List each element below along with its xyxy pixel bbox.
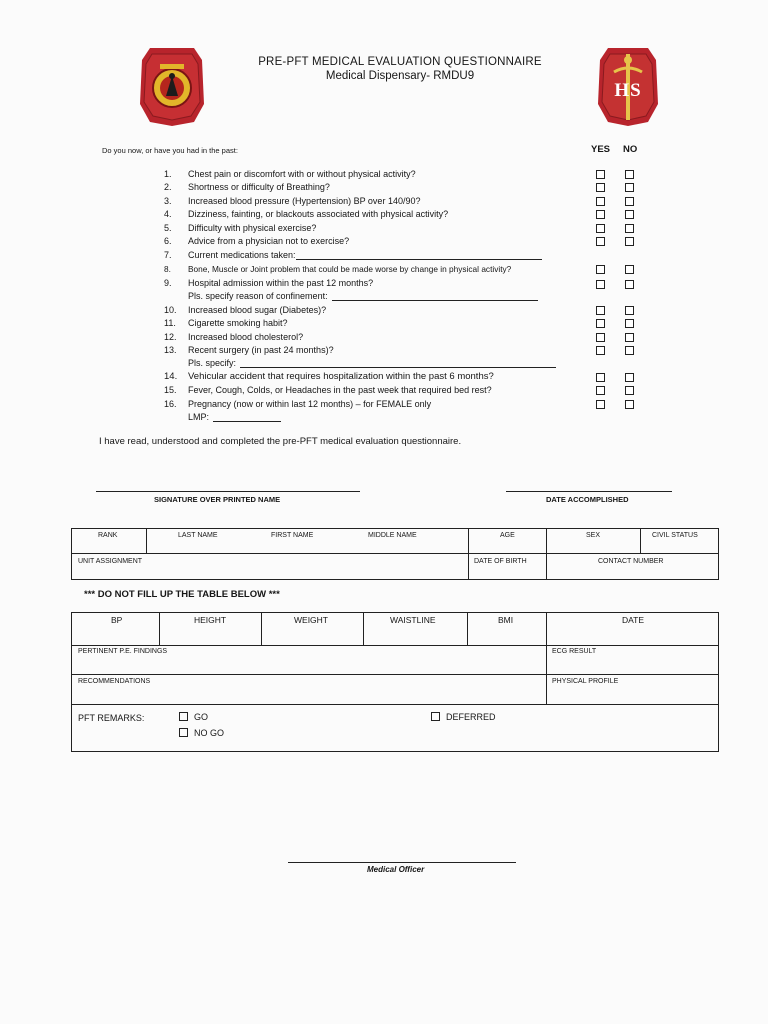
- surgery-specify: Pls. specify:: [188, 358, 556, 368]
- medical-officer-label: Medical Officer: [367, 865, 425, 874]
- no-checkbox[interactable]: [625, 183, 634, 192]
- middle-name-header: MIDDLE NAME: [368, 532, 417, 539]
- no-checkbox[interactable]: [625, 306, 634, 315]
- medications-line[interactable]: [296, 250, 542, 260]
- ecg-result-label: ECG RESULT: [552, 648, 597, 655]
- waistline-header: WAISTLINE: [390, 615, 436, 625]
- question-item: 1. Chest pain or discomfort with or without physical activity?: [164, 169, 416, 179]
- age-header: AGE: [500, 532, 515, 539]
- question-item: 14. Vehicular accident that requires hospitalization within the past 6 months?: [164, 371, 494, 382]
- table-divider: [159, 612, 160, 646]
- question-item: 15. Fever, Cough, Colds, or Headaches in the past week that required bed rest?: [164, 385, 492, 395]
- deferred-checkbox[interactable]: [431, 712, 440, 721]
- table-divider: [363, 612, 364, 646]
- bmi-header: BMI: [498, 615, 514, 625]
- question-item: 9. Hospital admission within the past 12 months?: [164, 278, 374, 288]
- rmdu-logo: [138, 44, 206, 128]
- question-item: 10. Increased blood sugar (Diabetes)?: [164, 305, 327, 315]
- table-divider: [261, 612, 262, 646]
- yes-checkbox[interactable]: [596, 400, 605, 409]
- date-of-birth-label: DATE OF BIRTH: [474, 558, 527, 565]
- no-checkbox[interactable]: [625, 386, 634, 395]
- question-item: 2. Shortness or difficulty of Breathing?: [164, 182, 330, 192]
- yes-checkbox[interactable]: [596, 170, 605, 179]
- table-divider: [546, 528, 547, 579]
- declaration-text: I have read, understood and completed the pre-PFT medical evaluation questionnaire.: [99, 436, 462, 447]
- no-checkbox[interactable]: [625, 346, 634, 355]
- no-checkbox[interactable]: [625, 319, 634, 328]
- yes-checkbox[interactable]: [596, 224, 605, 233]
- no-checkbox[interactable]: [625, 280, 634, 289]
- go-option[interactable]: GO: [179, 712, 208, 722]
- question-item: 3. Increased blood pressure (Hypertension) BP over 140/90?: [164, 196, 421, 206]
- rank-header: RANK: [98, 532, 118, 539]
- yes-checkbox[interactable]: [596, 210, 605, 219]
- no-checkbox[interactable]: [625, 373, 634, 382]
- pertinent-findings-label: PERTINENT P.E. FINDINGS: [78, 648, 168, 655]
- civil-status-header: CIVIL STATUS: [652, 532, 698, 539]
- question-item: 6. Advice from a physician not to exercise?: [164, 236, 350, 246]
- nogo-checkbox[interactable]: [179, 728, 188, 737]
- question-item: 16. Pregnancy (now or within last 12 months) – for FEMALE only: [164, 399, 432, 409]
- confinement-reason: Pls. specify reason of confinement:: [188, 291, 538, 301]
- no-checkbox[interactable]: [625, 224, 634, 233]
- confinement-line[interactable]: [332, 291, 538, 301]
- first-name-header: FIRST NAME: [271, 532, 314, 539]
- yes-checkbox[interactable]: [596, 373, 605, 382]
- no-checkbox[interactable]: [625, 197, 634, 206]
- table-divider: [640, 528, 641, 554]
- recommendations-label: RECOMMENDATIONS: [78, 678, 151, 685]
- deferred-option[interactable]: DEFERRED: [431, 712, 496, 722]
- questionnaire-intro: Do you now, or have you had in the past:: [102, 146, 238, 155]
- form-title: PRE-PFT MEDICAL EVALUATION QUESTIONNAIRE: [258, 56, 542, 68]
- table-divider: [146, 528, 147, 554]
- nogo-option[interactable]: NO GO: [179, 728, 224, 738]
- last-name-header: LAST NAME: [178, 532, 218, 539]
- date-header: DATE: [622, 615, 645, 625]
- contact-number-label: CONTACT NUMBER: [598, 558, 664, 565]
- no-checkbox[interactable]: [625, 333, 634, 342]
- weight-header: WEIGHT: [294, 615, 328, 625]
- height-header: HEIGHT: [194, 615, 227, 625]
- yes-checkbox[interactable]: [596, 333, 605, 342]
- yes-checkbox[interactable]: [596, 197, 605, 206]
- go-checkbox[interactable]: [179, 712, 188, 721]
- table-divider: [468, 528, 469, 579]
- logo-lettering: HS: [614, 80, 642, 101]
- sex-header: SEX: [586, 532, 601, 539]
- no-checkbox[interactable]: [625, 210, 634, 219]
- form-subtitle: Medical Dispensary- RMDU9: [325, 70, 475, 82]
- yes-checkbox[interactable]: [596, 346, 605, 355]
- question-item: 4. Dizziness, fainting, or blackouts associated with physical activity?: [164, 209, 449, 219]
- question-item: 8. Bone, Muscle or Joint problem that could be made worse by change in physical activity?: [164, 264, 512, 274]
- no-column-header: NO: [623, 144, 638, 155]
- pft-remarks-label: PFT REMARKS:: [78, 713, 145, 723]
- health-service-logo: [596, 44, 660, 128]
- no-checkbox[interactable]: [625, 265, 634, 274]
- yes-checkbox[interactable]: [596, 386, 605, 395]
- do-not-fill-notice: *** DO NOT FILL UP THE TABLE BELOW ***: [84, 589, 280, 600]
- table-divider: [71, 704, 719, 705]
- bp-header: BP: [111, 615, 123, 625]
- signature-line[interactable]: [96, 491, 360, 492]
- surgery-line[interactable]: [240, 358, 556, 368]
- lmp-line[interactable]: [213, 412, 281, 422]
- no-checkbox[interactable]: [625, 237, 634, 246]
- unit-assignment-label: UNIT ASSIGNMENT: [78, 558, 143, 565]
- yes-column-header: YES: [591, 144, 611, 155]
- table-divider: [467, 612, 468, 646]
- table-divider: [546, 612, 547, 705]
- yes-checkbox[interactable]: [596, 306, 605, 315]
- question-item: 5. Difficulty with physical exercise?: [164, 223, 317, 233]
- physical-profile-label: PHYSICAL PROFILE: [552, 678, 619, 685]
- signature-label: SIGNATURE OVER PRINTED NAME: [154, 495, 281, 504]
- yes-checkbox[interactable]: [596, 319, 605, 328]
- question-item: 11. Cigarette smoking habit?: [164, 318, 288, 328]
- question-item: 12. Increased blood cholesterol?: [164, 332, 304, 342]
- official-use-table: [71, 612, 719, 752]
- question-item: 7. Current medications taken:: [164, 250, 542, 260]
- table-divider: [71, 645, 719, 646]
- yes-checkbox[interactable]: [596, 237, 605, 246]
- no-checkbox[interactable]: [625, 400, 634, 409]
- medical-officer-signature-line[interactable]: [288, 862, 516, 863]
- lmp-field: LMP:: [188, 412, 281, 422]
- date-accomplished-line[interactable]: [506, 491, 672, 492]
- table-divider: [71, 674, 719, 675]
- no-checkbox[interactable]: [625, 170, 634, 179]
- yes-checkbox[interactable]: [596, 280, 605, 289]
- yes-checkbox[interactable]: [596, 183, 605, 192]
- yes-checkbox[interactable]: [596, 265, 605, 274]
- table-divider: [71, 553, 719, 554]
- question-item: 13. Recent surgery (in past 24 months)?: [164, 345, 334, 355]
- date-accomplished-label: DATE ACCOMPLISHED: [546, 495, 629, 504]
